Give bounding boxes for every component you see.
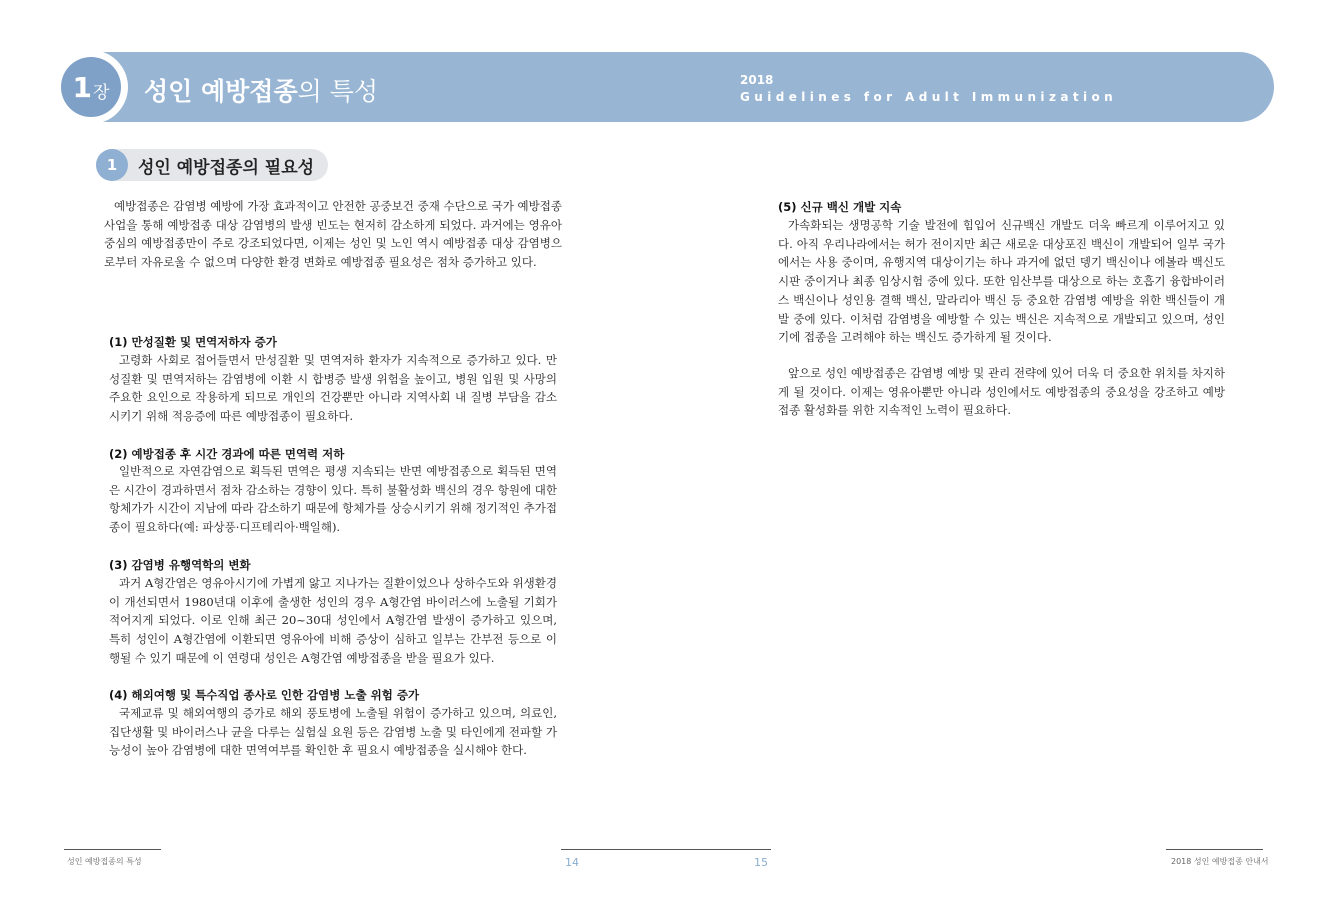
page-number-right: 15 (754, 856, 768, 869)
page-number-left: 14 (565, 856, 579, 869)
item-heading-2: (2) 예방접종 후 시간 경과에 따른 면역력 저하 (109, 447, 345, 461)
item-body-5: 가속화되는 생명공학 기술 발전에 힘입어 신규백신 개발도 더욱 빠르게 이루어지고 있다. 아직 우리나라에서는 허가 전이지만 최근 새로운 대상포진 백신이 개발되어 일부 국가에서는 사용 중이며, 유행지역 대상이기는 하나 과거에 없던 뎅기 백신이나 에볼라 백신도 시판 중이거나 최종 임상시험 중에 있다. 또한 임산부를 대상으로 하는 호흡기 융합바이러스 백신이나 성인용 결핵 백신, 말라리아 백신 등 중요한 감염병 예방을 위한 백신들이 개발 중에 있다. 이처럼 감염병을 예방할 수 있는 백신은 지속적으로 개발되고 있으며, 성인기에 접종을 고려해야 하는 백신도 증가하게 될 것이다. (778, 218, 1225, 345)
guide-year: 2018 (740, 73, 774, 87)
item-heading-4: (4) 해외여행 및 특수직업 종사로 인한 감염병 노출 위험 증가 (109, 688, 420, 702)
chapter-unit: 장 (93, 82, 110, 103)
footer-left-label: 성인 예방접종의 특성 (67, 857, 142, 866)
chapter-title-strong: 성인 예방접종 (144, 77, 298, 106)
item-body-1: 고령화 사회로 접어들면서 만성질환 및 면역저하 환자가 지속적으로 증가하고 있다. 만성질환 및 면역저하는 감염병에 이환 시 합병증 발생 위험을 높이고, 병원 입원 및 사망의 주요한 요인으로 작용하게 되므로 개인의 건강뿐만 아니라 지역사회 내 질병 부담을 감소시키기 위해 적응증에 따른 예방접종이 필요하다. (109, 353, 557, 424)
footer-right-label: 2018 성인 예방접종 안내서 (1171, 857, 1269, 866)
chapter-title-rest: 의 특성 (297, 77, 379, 106)
section-title: 성인 예방접종의 필요성 (138, 158, 315, 178)
item-heading-5: (5) 신규 백신 개발 지속 (778, 200, 902, 214)
footer-center-rule (561, 849, 771, 850)
closing-paragraph: 앞으로 성인 예방접종은 감염병 예방 및 관리 전략에 있어 더욱 더 중요한 위치를 차지하게 될 것이다. 이제는 영유아뿐만 아니라 성인에서도 예방접종의 중요성을 강조하고 예방접종 활성화를 위한 지속적인 노력이 필요하다. (778, 366, 1225, 418)
chapter-number: 1 (72, 70, 93, 104)
item-body-4: 국제교류 및 해외여행의 증가로 해외 풍토병에 노출될 위험이 증가하고 있으며, 의료인, 집단생활 및 바이러스나 균을 다루는 실험실 요원 등은 감염병 노출 및 타인에게 전파할 가능성이 높아 감염병에 대한 면역여부를 확인한 후 필요시 예방접종을 실시해야 한다. (109, 706, 557, 758)
guide-name: Guidelines for Adult Immunization (740, 90, 1118, 104)
section-number: 1 (96, 149, 128, 181)
item-heading-1: (1) 만성질환 및 면역저하자 증가 (109, 335, 277, 349)
footer-right-rule (1166, 849, 1263, 850)
chapter-title (144, 72, 378, 108)
chapter-badge (61, 57, 121, 117)
intro-paragraph: 예방접종은 감염병 예방에 가장 효과적이고 안전한 공중보건 중재 수단으로 국가 예방접종 사업을 통해 예방접종 대상 감염병의 발생 빈도는 현저히 감소하게 되었다. 과거에는 영유아 중심의 예방접종만이 주로 강조되었다면, 이제는 성인 및 노인 역시 예방접종 대상 감염병으로부터 자유로울 수 없으며 다양한 환경 변화로 예방접종 필요성은 점차 증가하고 있다. (104, 199, 562, 270)
item-body-2: 일반적으로 자연감염으로 획득된 면역은 평생 지속되는 반면 예방접종으로 획득된 면역은 시간이 경과하면서 점차 감소하는 경향이 있다. 특히 불활성화 백신의 경우 항원에 대한 항체가가 시간이 지남에 따라 감소하기 때문에 항체가를 상승시키기 위해 정기적인 추가접종이 필요하다(예: 파상풍·디프테리아·백일해). (109, 464, 557, 535)
item-heading-3: (3) 감염병 유행역학의 변화 (109, 558, 251, 572)
item-body-3: 과거 A형간염은 영유아시기에 가볍게 앓고 지나가는 질환이었으나 상하수도와 위생환경이 개선되면서 1980년대 이후에 출생한 성인의 경우 A형간염 바이러스에 노출될 기회가 적어지게 되었다. 이로 인해 최근 20~30대 성인에서 A형간염 발생이 증가하고 있으며, 특히 성인이 A형간염에 이환되면 영유아에 비해 증상이 심하고 일부는 간부전 등으로 이행될 수 있기 때문에 이 연령대 성인은 A형간염 예방접종을 받을 필요가 있다. (109, 576, 557, 665)
footer-left-rule (64, 849, 161, 850)
